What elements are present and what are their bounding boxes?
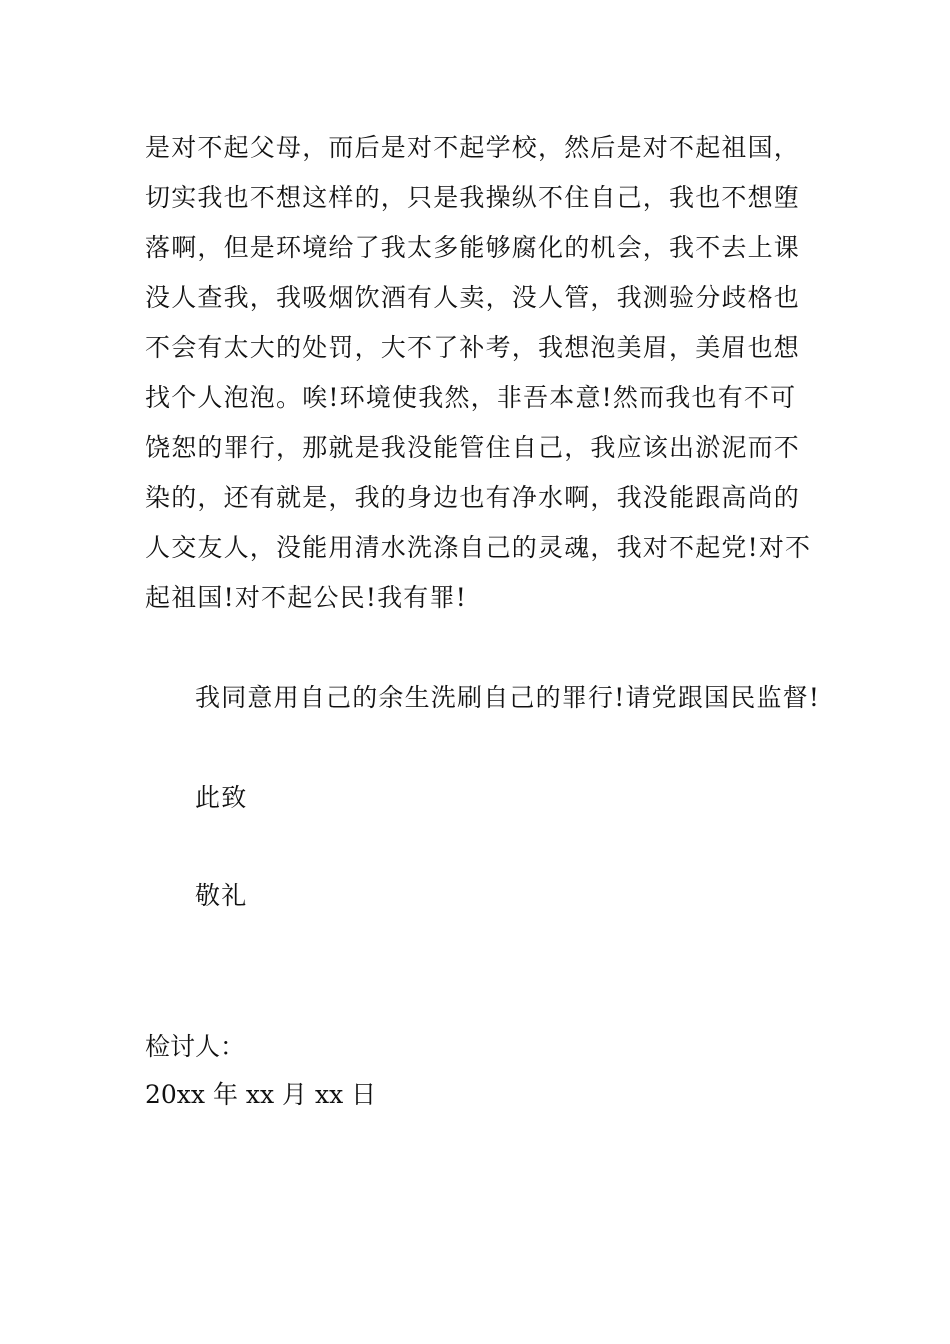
paragraph-line: 没人查我，我吸烟饮酒有人卖，没人管，我测验分歧格也 — [145, 283, 801, 312]
signer-label: 检讨人： — [145, 1032, 246, 1061]
pledge-line: 我同意用自己的余生洗刷自己的罪行!请党跟国民监督! — [195, 683, 821, 712]
paragraph-line: 找个人泡泡。唉!环境使我然，非吾本意!然而我也有不可 — [145, 383, 797, 412]
paragraph-line: 染的，还有就是，我的身边也有净水啊，我没能跟高尚的 — [145, 483, 801, 512]
paragraph-line: 起祖国!对不起公民!我有罪! — [145, 583, 467, 612]
paragraph-line: 落啊，但是环境给了我太多能够腐化的机会，我不去上课 — [145, 233, 801, 262]
closing-regards: 敬礼 — [195, 881, 248, 910]
document-date: 20xx 年 xx 月 xx 日 — [145, 1080, 377, 1109]
paragraph-line: 饶恕的罪行，那就是我没能管住自己，我应该出淤泥而不 — [145, 433, 801, 462]
paragraph-line: 是对不起父母，而后是对不起学校，然后是对不起祖国， — [145, 133, 801, 162]
paragraph-line: 切实我也不想这样的，只是我操纵不住自己，我也不想堕 — [145, 183, 801, 212]
paragraph-line: 不会有太大的处罚，大不了补考，我想泡美眉，美眉也想 — [145, 333, 801, 362]
closing-salutation: 此致 — [195, 783, 248, 812]
paragraph-line: 人交友人，没能用清水洗涤自己的灵魂，我对不起党!对不 — [145, 533, 812, 562]
